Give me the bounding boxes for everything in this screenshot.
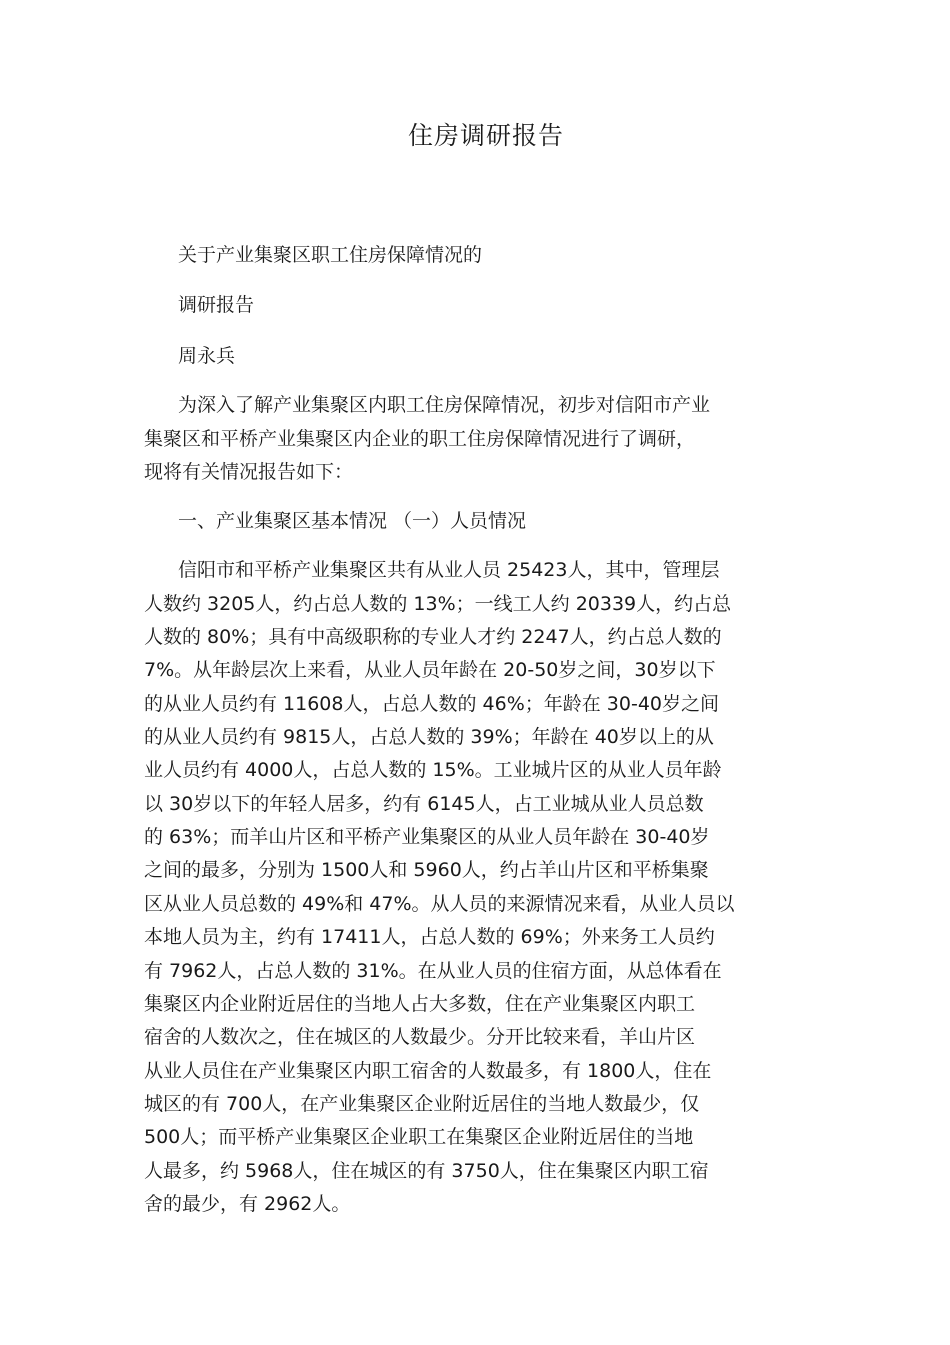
body-line: 本地人员为主，约有 17411人，占总人数的 69%；外来务工人员约 <box>144 926 715 948</box>
author-name: 周永兵 <box>178 345 236 367</box>
body-line: 集聚区内企业附近居住的当地人占大多数，住在产业集聚区内职工 <box>144 993 696 1015</box>
intro-line: 集聚区和平桥产业集聚区内企业的职工住房保障情况进行了调研， <box>144 428 696 450</box>
body-line: 舍的最少，有 2962人。 <box>144 1193 351 1215</box>
body-line: 的 63%；而羊山片区和平桥产业集聚区的从业人员年龄在 30-40岁 <box>144 826 710 848</box>
body-line: 7%。从年龄层次上来看，从业人员年龄在 20-50岁之间，30岁以下 <box>144 659 716 681</box>
body-line: 从业人员住在产业集聚区内职工宿舍的人数最多，有 1800人，住在 <box>144 1060 712 1082</box>
body-line: 有 7962人，占总人数的 31%。在从业人员的住宿方面，从总体看在 <box>144 960 722 982</box>
body-line: 区从业人员总数的 49%和 47%。从人员的来源情况来看，从业人员以 <box>144 893 735 915</box>
report-heading-line-1: 关于产业集聚区职工住房保障情况的 <box>178 244 483 266</box>
body-line: 以 30岁以下的年轻人居多，约有 6145人，占工业城从业人员总数 <box>144 793 704 815</box>
section-heading: 一、产业集聚区基本情况 （一）人员情况 <box>178 510 527 532</box>
body-line: 城区的有 700人，在产业集聚区企业附近居住的当地人数最少，仅 <box>144 1093 700 1115</box>
body-line: 之间的最多，分别为 1500人和 5960人，约占羊山片区和平桥集聚 <box>144 859 709 881</box>
intro-line: 现将有关情况报告如下： <box>144 461 354 483</box>
body-line: 人数的 80%；具有中高级职称的专业人才约 2247人，约占总人数的 <box>144 626 722 648</box>
intro-line: 为深入了解产业集聚区内职工住房保障情况，初步对信阳市产业 <box>178 394 711 416</box>
body-line: 500人；而平桥产业集聚区企业职工在集聚区企业附近居住的当地 <box>144 1126 694 1148</box>
document-title: 住房调研报告 <box>407 121 564 150</box>
body-line: 业人员约有 4000人，占总人数的 15%。工业城片区的从业人员年龄 <box>144 759 722 781</box>
body-line: 的从业人员约有 11608人，占总人数的 46%；年龄在 30-40岁之间 <box>144 693 720 715</box>
body-line: 人数约 3205人，约占总人数的 13%；一线工人约 20339人，约占总 <box>144 593 732 615</box>
body-line: 信阳市和平桥产业集聚区共有从业人员 25423人，其中，管理层 <box>178 559 720 581</box>
body-line: 宿舍的人数次之，住在城区的人数最少。分开比较来看，羊山片区 <box>144 1026 696 1048</box>
body-line: 的从业人员约有 9815人，占总人数的 39%；年龄在 40岁以上的从 <box>144 726 714 748</box>
body-line: 人最多，约 5968人，住在城区的有 3750人，住在集聚区内职工宿 <box>144 1160 709 1182</box>
report-heading-line-2: 调研报告 <box>178 294 255 316</box>
